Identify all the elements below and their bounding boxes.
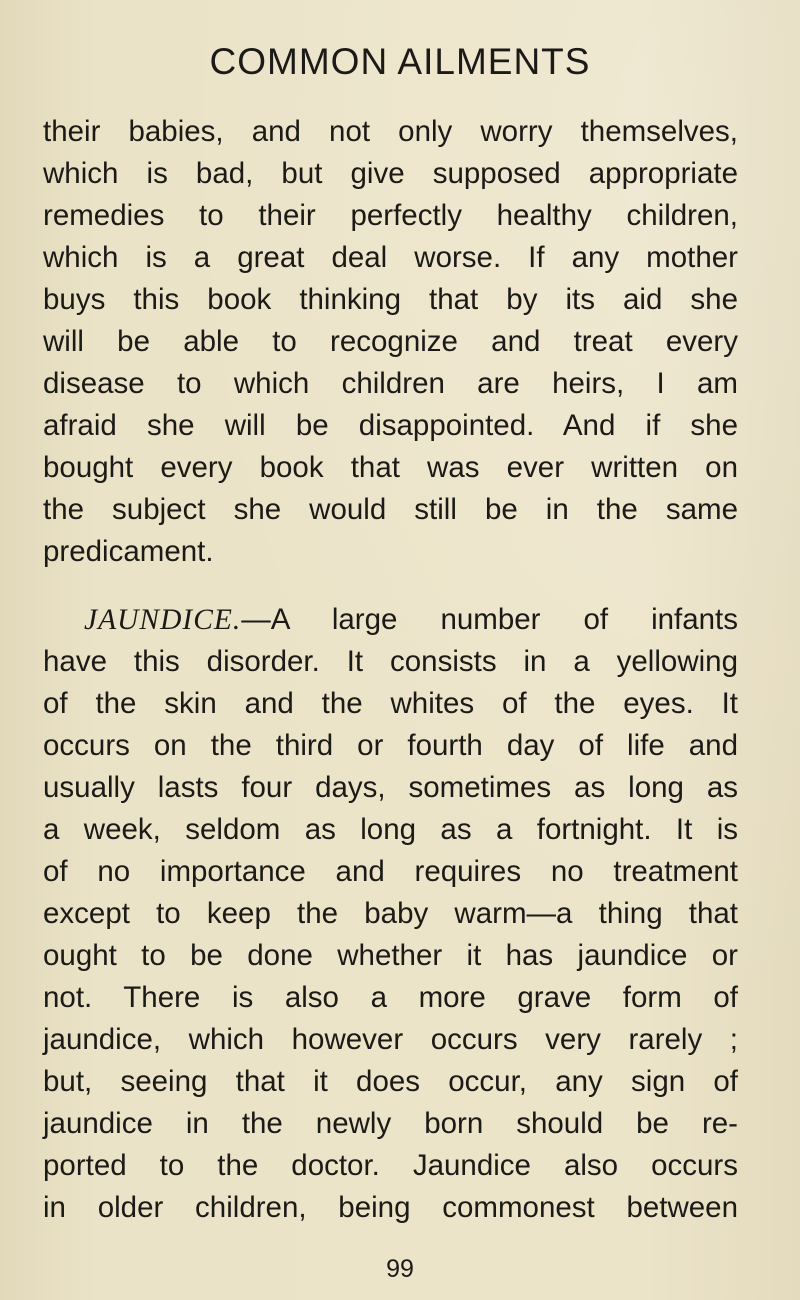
text-line: ported to the doctor. Jaundice also occurs xyxy=(43,1149,738,1182)
text-line: of no importance and requires no treatment xyxy=(43,855,738,888)
text-line: buys this book thinking that by its aid she xyxy=(43,283,738,316)
text-line: which is bad, but give supposed appropriate xyxy=(43,157,738,190)
text-line: have this disorder. It consists in a yellowing xyxy=(43,645,738,678)
text-line: their babies, and not only worry themselves, xyxy=(43,115,738,148)
running-head: COMMON AILMENTS xyxy=(209,41,591,82)
text-line: disease to which children are heirs, I am xyxy=(43,367,738,400)
text-line: afraid she will be disappointed. And if she xyxy=(43,409,738,442)
text-line: predicament. xyxy=(43,535,214,568)
text-line: jaundice in the newly born should be re- xyxy=(43,1107,738,1140)
text-line: ought to be done whether it has jaundice or xyxy=(43,939,738,972)
text-line xyxy=(84,600,738,640)
text-line: a week, seldom as long as a fortnight. It is xyxy=(43,813,738,846)
text-line: not. There is also a more grave form of xyxy=(43,981,738,1014)
page-number: 99 xyxy=(386,1255,414,1283)
text-line: will be able to recognize and treat every xyxy=(43,325,738,358)
text-line: occurs on the third or fourth day of life and xyxy=(43,729,738,762)
text-line: bought every book that was ever written on xyxy=(43,451,738,484)
text-line: which is a great deal worse. If any mother xyxy=(43,241,738,274)
text-line: except to keep the baby warm—a thing that xyxy=(43,897,738,930)
heading-line-text: —A large number of infants xyxy=(241,603,738,636)
text-line: jaundice, which however occurs very rarely ; xyxy=(43,1023,738,1056)
text-line: but, seeing that it does occur, any sign of xyxy=(43,1065,738,1098)
text-line: in older children, being commonest between xyxy=(43,1191,738,1224)
text-line: the subject she would still be in the same xyxy=(43,493,738,526)
text-line: of the skin and the whites of the eyes. It xyxy=(43,687,738,720)
section-heading: JAUNDICE. xyxy=(84,604,242,636)
text-line: usually lasts four days, sometimes as long as xyxy=(43,771,738,804)
text-line: remedies to their perfectly healthy children, xyxy=(43,199,738,232)
